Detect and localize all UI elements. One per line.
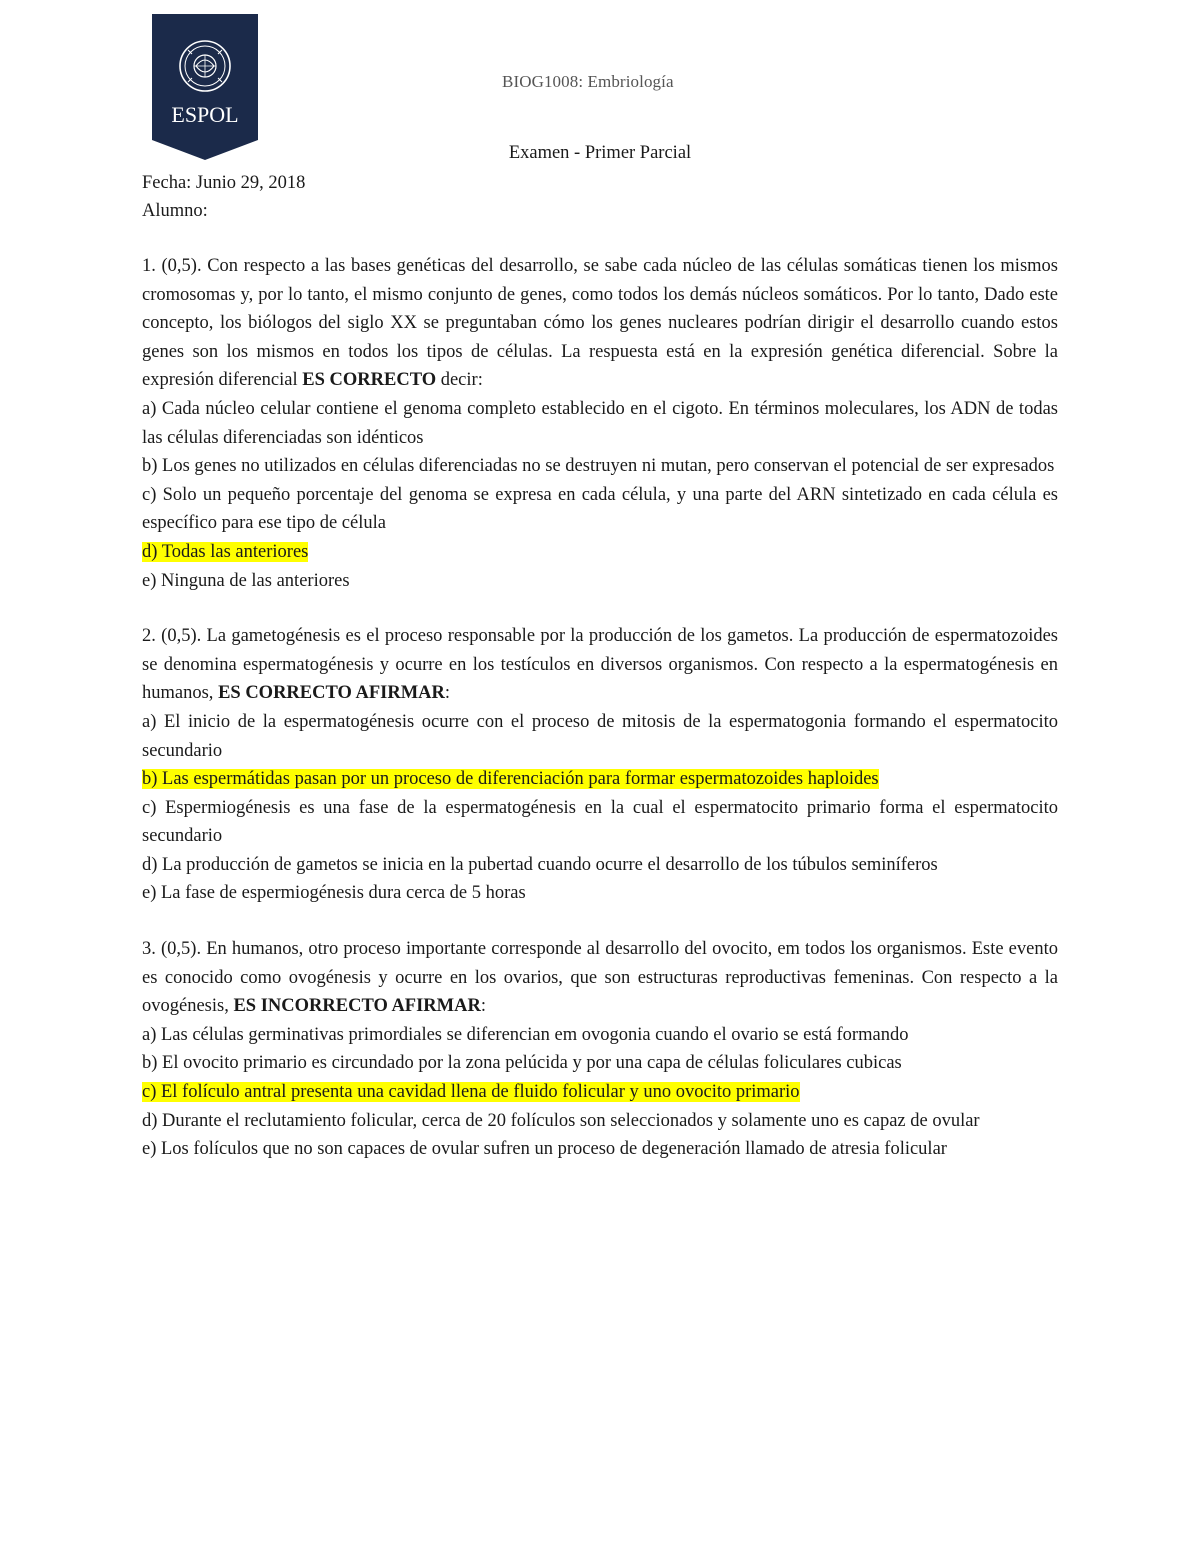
question-2-option-d: d) La producción de gametos se inicia en la pubertad cuando ocurre el desarrollo de los túbulos seminíferos bbox=[142, 854, 938, 875]
student-label: Alumno: bbox=[142, 201, 208, 221]
question-3-option-a: a) Las células germinativas primordiales se diferencian em ovogonia cuando el ovario se está formando bbox=[142, 1024, 909, 1045]
question-3-option-e: e) Los folículos que no son capaces de ovular sufren un proceso de degeneración llamado de atresia folicular bbox=[142, 1139, 947, 1160]
logo-wordmark: ESPOL bbox=[171, 102, 239, 127]
question-1-emphasis: ES CORRECTO bbox=[302, 370, 437, 391]
exam-date: Fecha: Junio 29, 2018 bbox=[142, 173, 306, 193]
question-2-emphasis: ES CORRECTO AFIRMAR bbox=[218, 683, 445, 704]
question-3-option-c bbox=[142, 1078, 1058, 1107]
exam-title: Examen - Primer Parcial bbox=[508, 143, 692, 163]
question-3-stem-end: : bbox=[480, 996, 486, 1017]
question-2-option-b bbox=[142, 765, 1058, 794]
question-3 bbox=[142, 935, 1058, 1164]
question-3-stem: 3. (0,5). En humanos, otro proceso importante corresponde al desarrollo del ovocito, em todos los organismos. Este evento es conocido como ovogénesis y ocurre en los ovarios, que son estructuras reproductivas femeninas. Con respecto a la ovogénesis, bbox=[142, 939, 1058, 1017]
question-1-stem-end: decir: bbox=[436, 370, 483, 391]
highlighted-answer: b) Las espermátidas pasan por un proceso de diferenciación para formar espermatozoides haploides bbox=[142, 769, 879, 790]
course-header: BIOG1008: Embriología bbox=[502, 72, 674, 91]
exam-meta bbox=[142, 169, 305, 225]
question-1-option-b: b) Los genes no utilizados en células diferenciadas no se destruyen ni mutan, pero conservan el potencial de ser expresados bbox=[142, 456, 1055, 477]
question-2-text bbox=[142, 622, 1058, 708]
question-2-option-c: c) Espermiogénesis es una fase de la espermatogénesis en la cual el espermatocito primario forma el espermatocito secundario bbox=[142, 797, 1058, 847]
question-1-stem: 1. (0,5). Con respecto a las bases genéticas del desarrollo, se sabe cada núcleo de las células somáticas tienen los mismos cromosomas y, por lo tanto, el mismo conjunto de genes, como todos los demás núcleos somáticos. Por lo tanto, Dado este concepto, los biólogos del siglo XX se preguntaban cómo los genes nucleares podrían dirigir el desarrollo cuando estos genes son los mismos en todos los tipos de células. La respuesta está en la expresión genética diferencial. Sobre la expresión diferencial bbox=[142, 256, 1058, 391]
question-2-option-a: a) El inicio de la espermatogénesis ocurre con el proceso de mitosis de la espermatogonia formando el espermatocito secundario bbox=[142, 711, 1058, 761]
highlighted-answer: c) El folículo antral presenta una cavidad llena de fluido folicular y uno ovocito primario bbox=[142, 1082, 800, 1103]
question-2-stem-end: : bbox=[444, 683, 451, 704]
question-2-option-e: e) La fase de espermiogénesis dura cerca de 5 horas bbox=[142, 883, 526, 904]
question-1-option-c: c) Solo un pequeño porcentaje del genoma se expresa en cada célula, y una parte del ARN sintetizado en cada célula es específico para ese tipo de célula bbox=[142, 484, 1058, 534]
question-1 bbox=[142, 252, 1058, 595]
highlighted-answer: d) Todas las anteriores bbox=[142, 541, 309, 562]
question-3-text bbox=[142, 935, 1058, 1021]
question-3-option-b: b) El ovocito primario es circundado por la zona pelúcida y por una capa de células foliculares cubicas bbox=[142, 1053, 902, 1074]
question-1-text bbox=[142, 252, 1058, 395]
espol-shield-icon bbox=[152, 14, 258, 160]
question-1-option-a: a) Cada núcleo celular contiene el genoma completo establecido en el cigoto. En términos moleculares, los ADN de todas las células diferenciadas son idénticos bbox=[142, 398, 1058, 448]
question-1-option-e: e) Ninguna de las anteriores bbox=[142, 570, 350, 591]
question-2 bbox=[142, 622, 1058, 908]
questions-list bbox=[142, 252, 1058, 1191]
question-3-option-d: d) Durante el reclutamiento folicular, cerca de 20 folículos son seleccionados y solamente uno es capaz de ovular bbox=[142, 1110, 980, 1131]
question-2-stem: 2. (0,5). La gametogénesis es el proceso responsable por la producción de los gametos. La producción de espermatozoides se denomina espermatogénesis y ocurre en los testículos en diversos organismos. Con respecto a la espermatogénesis en humanos, bbox=[142, 626, 1058, 704]
question-1-option-d bbox=[142, 538, 1058, 567]
question-3-emphasis: ES INCORRECTO AFIRMAR bbox=[233, 996, 481, 1017]
espol-logo bbox=[152, 14, 258, 160]
